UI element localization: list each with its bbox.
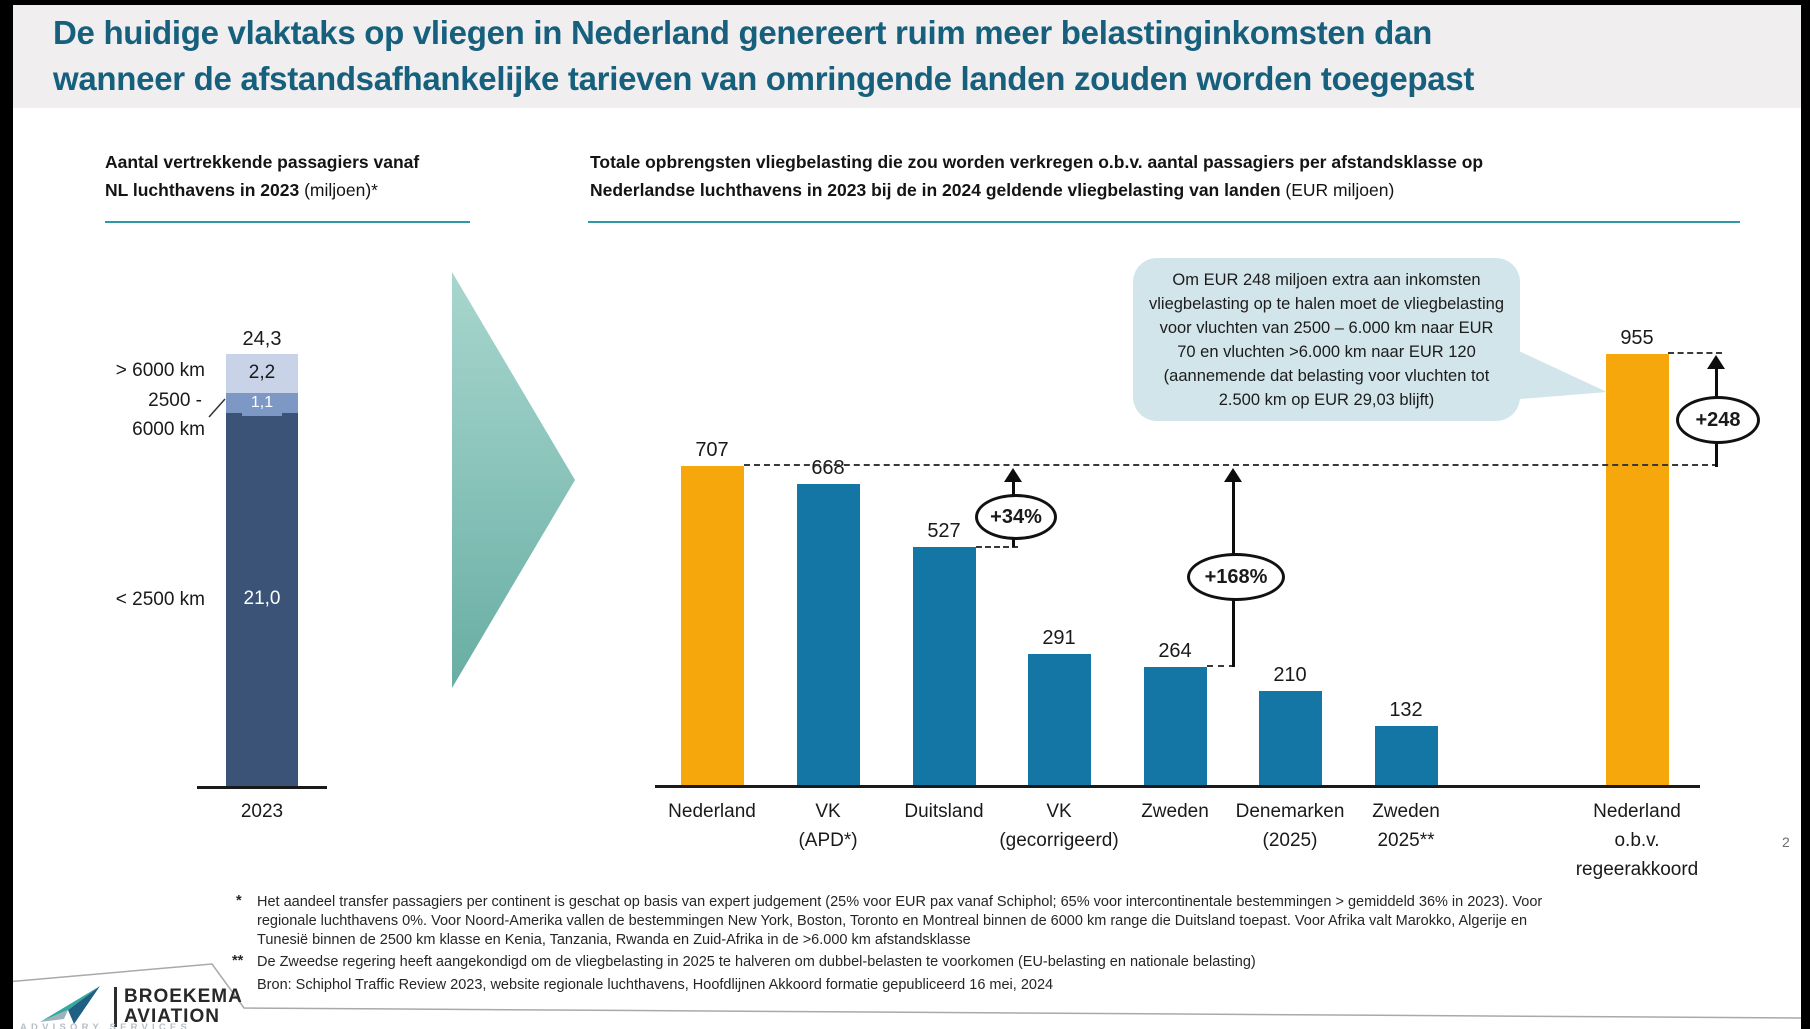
left-legend-gt6000: > 6000 km — [115, 360, 205, 381]
left-legend-lt2500: < 2500 km — [115, 589, 205, 610]
right-bar-value-nederland-o-b-v-regeerakkoord: 955 — [1616, 327, 1657, 350]
right-chart-heading-line1: Totale opbrengsten vliegbelasting die zou worden verkregen o.b.v. aantal passagiers per afstandsklasse op — [590, 152, 1484, 172]
right-chart-heading — [590, 148, 1483, 204]
right-x-label-nederland — [668, 797, 756, 826]
annotation-168pct: +168% — [1187, 553, 1285, 601]
right-x-label-denemarken-2025 — [1236, 797, 1345, 855]
left-heading-underline — [105, 221, 470, 223]
title-band — [13, 5, 1801, 108]
right-bar-zweden-2025 — [1375, 726, 1438, 786]
logo-divider — [114, 987, 117, 1027]
annotation-248: +248 — [1676, 396, 1760, 444]
x-label-line: VK — [815, 801, 841, 822]
arrow-34-head — [1004, 468, 1022, 482]
callout-tail-shape — [1508, 346, 1607, 400]
left-chart-heading — [105, 148, 419, 204]
right-x-label-zweden — [1141, 797, 1209, 826]
x-label-line: (APD*) — [798, 830, 858, 851]
annotation-34pct: +34% — [975, 494, 1057, 540]
right-bar-nederland-o-b-v-regeerakkoord — [1606, 354, 1669, 786]
right-bar-vk-gecorrigeerd — [1028, 654, 1091, 786]
slide-title-line1: De huidige vlaktaks op vliegen in Nederland genereert ruim meer belastinginkomsten dan — [53, 14, 1432, 51]
left-x-axis — [197, 786, 327, 789]
x-label-line: o.b.v. — [1614, 830, 1660, 851]
right-x-label-zweden-2025 — [1372, 797, 1440, 855]
footnote-source-line: Bron: Schiphol Traffic Review 2023, website regionale luchthavens, Hoofdlijnen Akkoord formatie gepubliceerd 16 mei, 2024 — [257, 977, 1054, 993]
transition-arrow-icon — [452, 272, 575, 688]
right-heading-underline — [588, 221, 1740, 223]
callout-text: Om EUR 248 miljoen extra aan inkomsten vliegbelasting op te halen moet de vliegbelasting voor vluchten van 2500 – 6.000 km naar EUR 70 en vluchten >6.000 km naar EUR 120 (aannemende dat belasting voor vluchten tot 2.500 km op EUR 29,03 blijft) — [1149, 270, 1504, 409]
frame-right — [1801, 0, 1810, 1029]
x-label-line: regeerakkoord — [1575, 859, 1699, 880]
left-legend-mid-line2: 6000 km — [132, 419, 205, 440]
right-x-label-nederland-o-b-v-regeerakkoord — [1576, 797, 1699, 884]
right-bar-value-zweden: 264 — [1154, 640, 1195, 663]
right-bar-value-zweden-2025: 132 — [1385, 699, 1426, 722]
right-bar-value-vk-gecorrigeerd: 291 — [1038, 627, 1079, 650]
frame-top — [0, 0, 1810, 5]
right-x-label-duitsland — [904, 797, 983, 826]
x-label-line: Denemarken — [1235, 801, 1345, 822]
left-chart-heading-line2: NL luchthavens in 2023 (miljoen)* — [105, 180, 378, 200]
right-bar-value-vk-apd: 668 — [807, 457, 848, 480]
x-label-line: Zweden — [1372, 801, 1440, 822]
footnote-dstar-marker: ** — [232, 953, 244, 969]
right-bar-denemarken-2025 — [1259, 691, 1322, 786]
left-segment-label-plate: 1,1 — [242, 390, 282, 416]
ref-line-264 — [1207, 665, 1235, 667]
x-label-line: 2025** — [1377, 830, 1435, 851]
left-segment-label-6000-km: 2,2 — [248, 361, 276, 383]
left-legend-connector-line — [209, 399, 225, 417]
page-number: 2 — [1782, 834, 1790, 850]
footnote-star-line2: regionale luchthavens 0%. Voor Noord-Amerika vallen de bestemmingen New York, Boston, Toronto en Montreal binnen de 6000 km range die Duitsland toepast. Voor Afrika valt Marokko, Algerije en — [257, 913, 1528, 929]
arrow-248-head — [1707, 355, 1725, 369]
x-label-line: (gecorrigeerd) — [999, 830, 1119, 851]
right-bar-duitsland — [913, 547, 976, 786]
left-total-label: 24,3 — [239, 328, 286, 351]
x-label-line: VK — [1046, 801, 1072, 822]
right-x-label-vk-gecorrigeerd — [999, 797, 1118, 855]
paper-plane-icon — [38, 984, 108, 1026]
arrow-168-head — [1224, 468, 1242, 482]
footnote-star-marker: * — [236, 893, 242, 909]
right-bar-vk-apd — [797, 484, 860, 786]
logo-name-line2: AVIATION — [124, 1006, 220, 1027]
right-bar-nederland — [681, 466, 744, 786]
right-x-axis — [655, 785, 1700, 788]
left-legend-mid-line1: 2500 - — [148, 390, 202, 411]
logo-name-line1: BROEKEMA — [124, 986, 243, 1007]
callout-bubble — [1133, 258, 1520, 421]
right-bar-zweden — [1144, 667, 1207, 786]
ref-line-955 — [1668, 352, 1722, 354]
left-x-label-2023: 2023 — [240, 801, 284, 822]
x-label-line: Nederland — [668, 801, 756, 822]
slide-title-line2: wanneer de afstandsafhankelijke tarieven van omringende landen zouden worden toegepast — [53, 60, 1475, 97]
frame-left — [0, 0, 13, 1029]
x-label-line: Zweden — [1141, 801, 1209, 822]
footnote-star-line1: Het aandeel transfer passagiers per continent is geschat op basis van expert judgement (25% voor EUR pax vanaf Schiphol; 65% voor intercontinentale bestemmingen > gemiddeld 36% in 2023). Voor — [257, 894, 1543, 910]
right-chart-heading-line2: Nederlandse luchthavens in 2023 bij de in 2024 geldende vliegbelasting van landen (EUR miljoen) — [590, 180, 1395, 200]
ref-line-707 — [744, 464, 1718, 466]
right-bar-value-duitsland: 527 — [923, 520, 964, 543]
x-label-line: Nederland — [1593, 801, 1681, 822]
footnote-dstar-line: De Zweedse regering heeft aangekondigd om de vliegbelasting in 2025 te halveren om dubbel-belasten te voorkomen (EU-belasting en nationale belasting) — [257, 954, 1256, 970]
right-bar-value-denemarken-2025: 210 — [1269, 664, 1310, 687]
footnote-star-line3: Tunesië binnen de 2500 km klasse en Kenia, Tanzania, Rwanda en Zuid-Afrika in de >6.000 km afstandsklasse — [257, 932, 971, 948]
x-label-line: Duitsland — [904, 801, 984, 822]
left-chart-heading-line1: Aantal vertrekkende passagiers vanaf — [105, 152, 420, 172]
left-segment-label-2500-km: 21,0 — [243, 587, 281, 609]
right-x-label-vk-apd — [798, 797, 857, 855]
right-bar-value-nederland: 707 — [691, 439, 732, 462]
logo-tagline: ADVISORY SERVICES — [20, 1022, 192, 1029]
x-label-line: (2025) — [1262, 830, 1318, 851]
